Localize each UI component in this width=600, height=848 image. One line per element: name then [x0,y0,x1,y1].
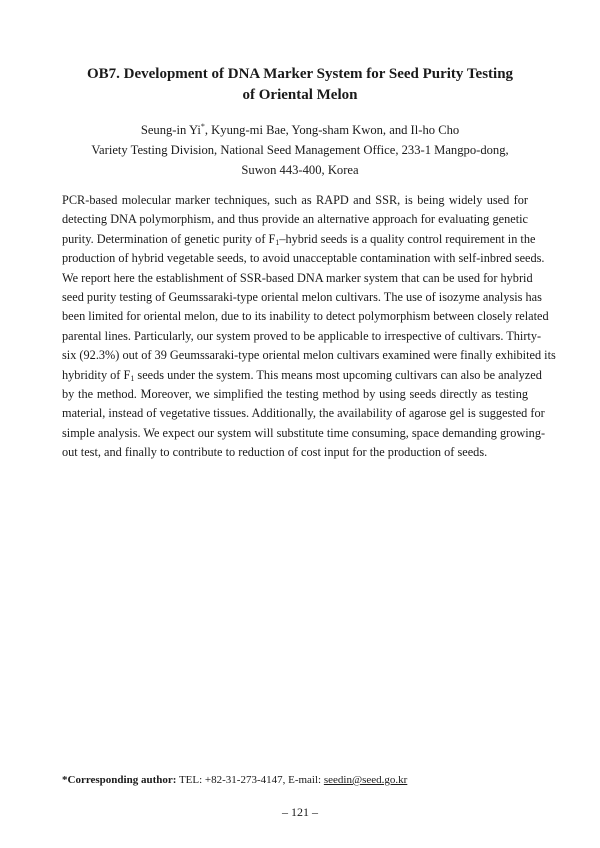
abstract-line: been limited for oriental melon, due to its inability to detect polymorphism between closely related [62,309,549,324]
abstract-line: PCR-based molecular marker techniques, such as RAPD and SSR, is being widely used for [62,193,528,207]
title-line-1: OB7. Development of DNA Marker System for Seed Purity Testing [86,66,514,82]
page-number: – 121 – [282,805,318,819]
abstract-line: by the method. Moreover, we simplified the testing method by using seeds directly as testing [62,387,528,402]
affiliation-line-1: Variety Testing Division, National Seed Management Office, 233-1 Mangpo-dong, [91,143,509,157]
abstract-line: simple analysis. We expect our system will substitute time consuming, space demanding growing- [62,425,546,440]
footnote-label: *Corresponding author: [62,774,177,786]
title-line-2: of Oriental Melon [242,87,358,103]
abstract-line: parental lines. Particularly, our system proved to be applicable to irrespective of cultivars. Thirty- [62,328,542,343]
abstract-text: hybridity of F [62,367,131,382]
author-list [60,120,540,140]
abstract-text: –hybrid seeds is a quality control requirement in the [279,231,536,246]
email-link[interactable]: seedin@seed.go.kr [323,774,408,786]
f1-subscript: 1 [130,373,135,383]
abstract-line: six (92.3%) out of 39 Geumssaraki-type oriental melon cultivars examined were finally exhibited its [62,348,556,363]
author-block [60,120,540,180]
abstract-body [62,191,556,463]
footnote-contact: TEL: +82-31-273-4147, E-mail: [176,774,324,786]
abstract-line: seed purity testing of Geumssaraki-type oriental melon cultivars. The use of isozyme analysis has [62,290,542,305]
abstract-line [62,366,542,385]
abstract-line: We report here the establishment of SSR-based DNA marker system that can be used for hybrid [62,270,533,285]
abstract-line: detecting DNA polymorphism, and thus provide an alternative approach for evaluating genetic [62,212,528,227]
abstract-line: production of hybrid vegetable seeds, to avoid unacceptable contamination with self-inbred seeds. [62,251,545,266]
abstract-line: material, instead of vegetative tissues. Additionally, the availability of agarose gel is suggested for [62,406,545,421]
corresponding-mark: * [200,122,205,131]
abstract-line: out test, and finally to contribute to reduction of cost input for the production of seeds. [62,445,488,460]
abstract-text: seeds under the system. This means most upcoming cultivars can also be analyzed [134,367,542,382]
other-authors: , Kyung-mi Bae, Yong-sham Kwon, and Il-ho Cho [204,123,460,137]
first-author: Seung-in Yi [140,123,201,137]
corresponding-author-footnote [62,773,407,787]
abstract-line [62,230,536,249]
affiliation-line-2: Suwon 443-400, Korea [241,163,359,177]
f1-subscript: 1 [275,237,280,247]
paper-title [60,64,540,106]
abstract-text: purity. Determination of genetic purity of F [62,231,276,246]
